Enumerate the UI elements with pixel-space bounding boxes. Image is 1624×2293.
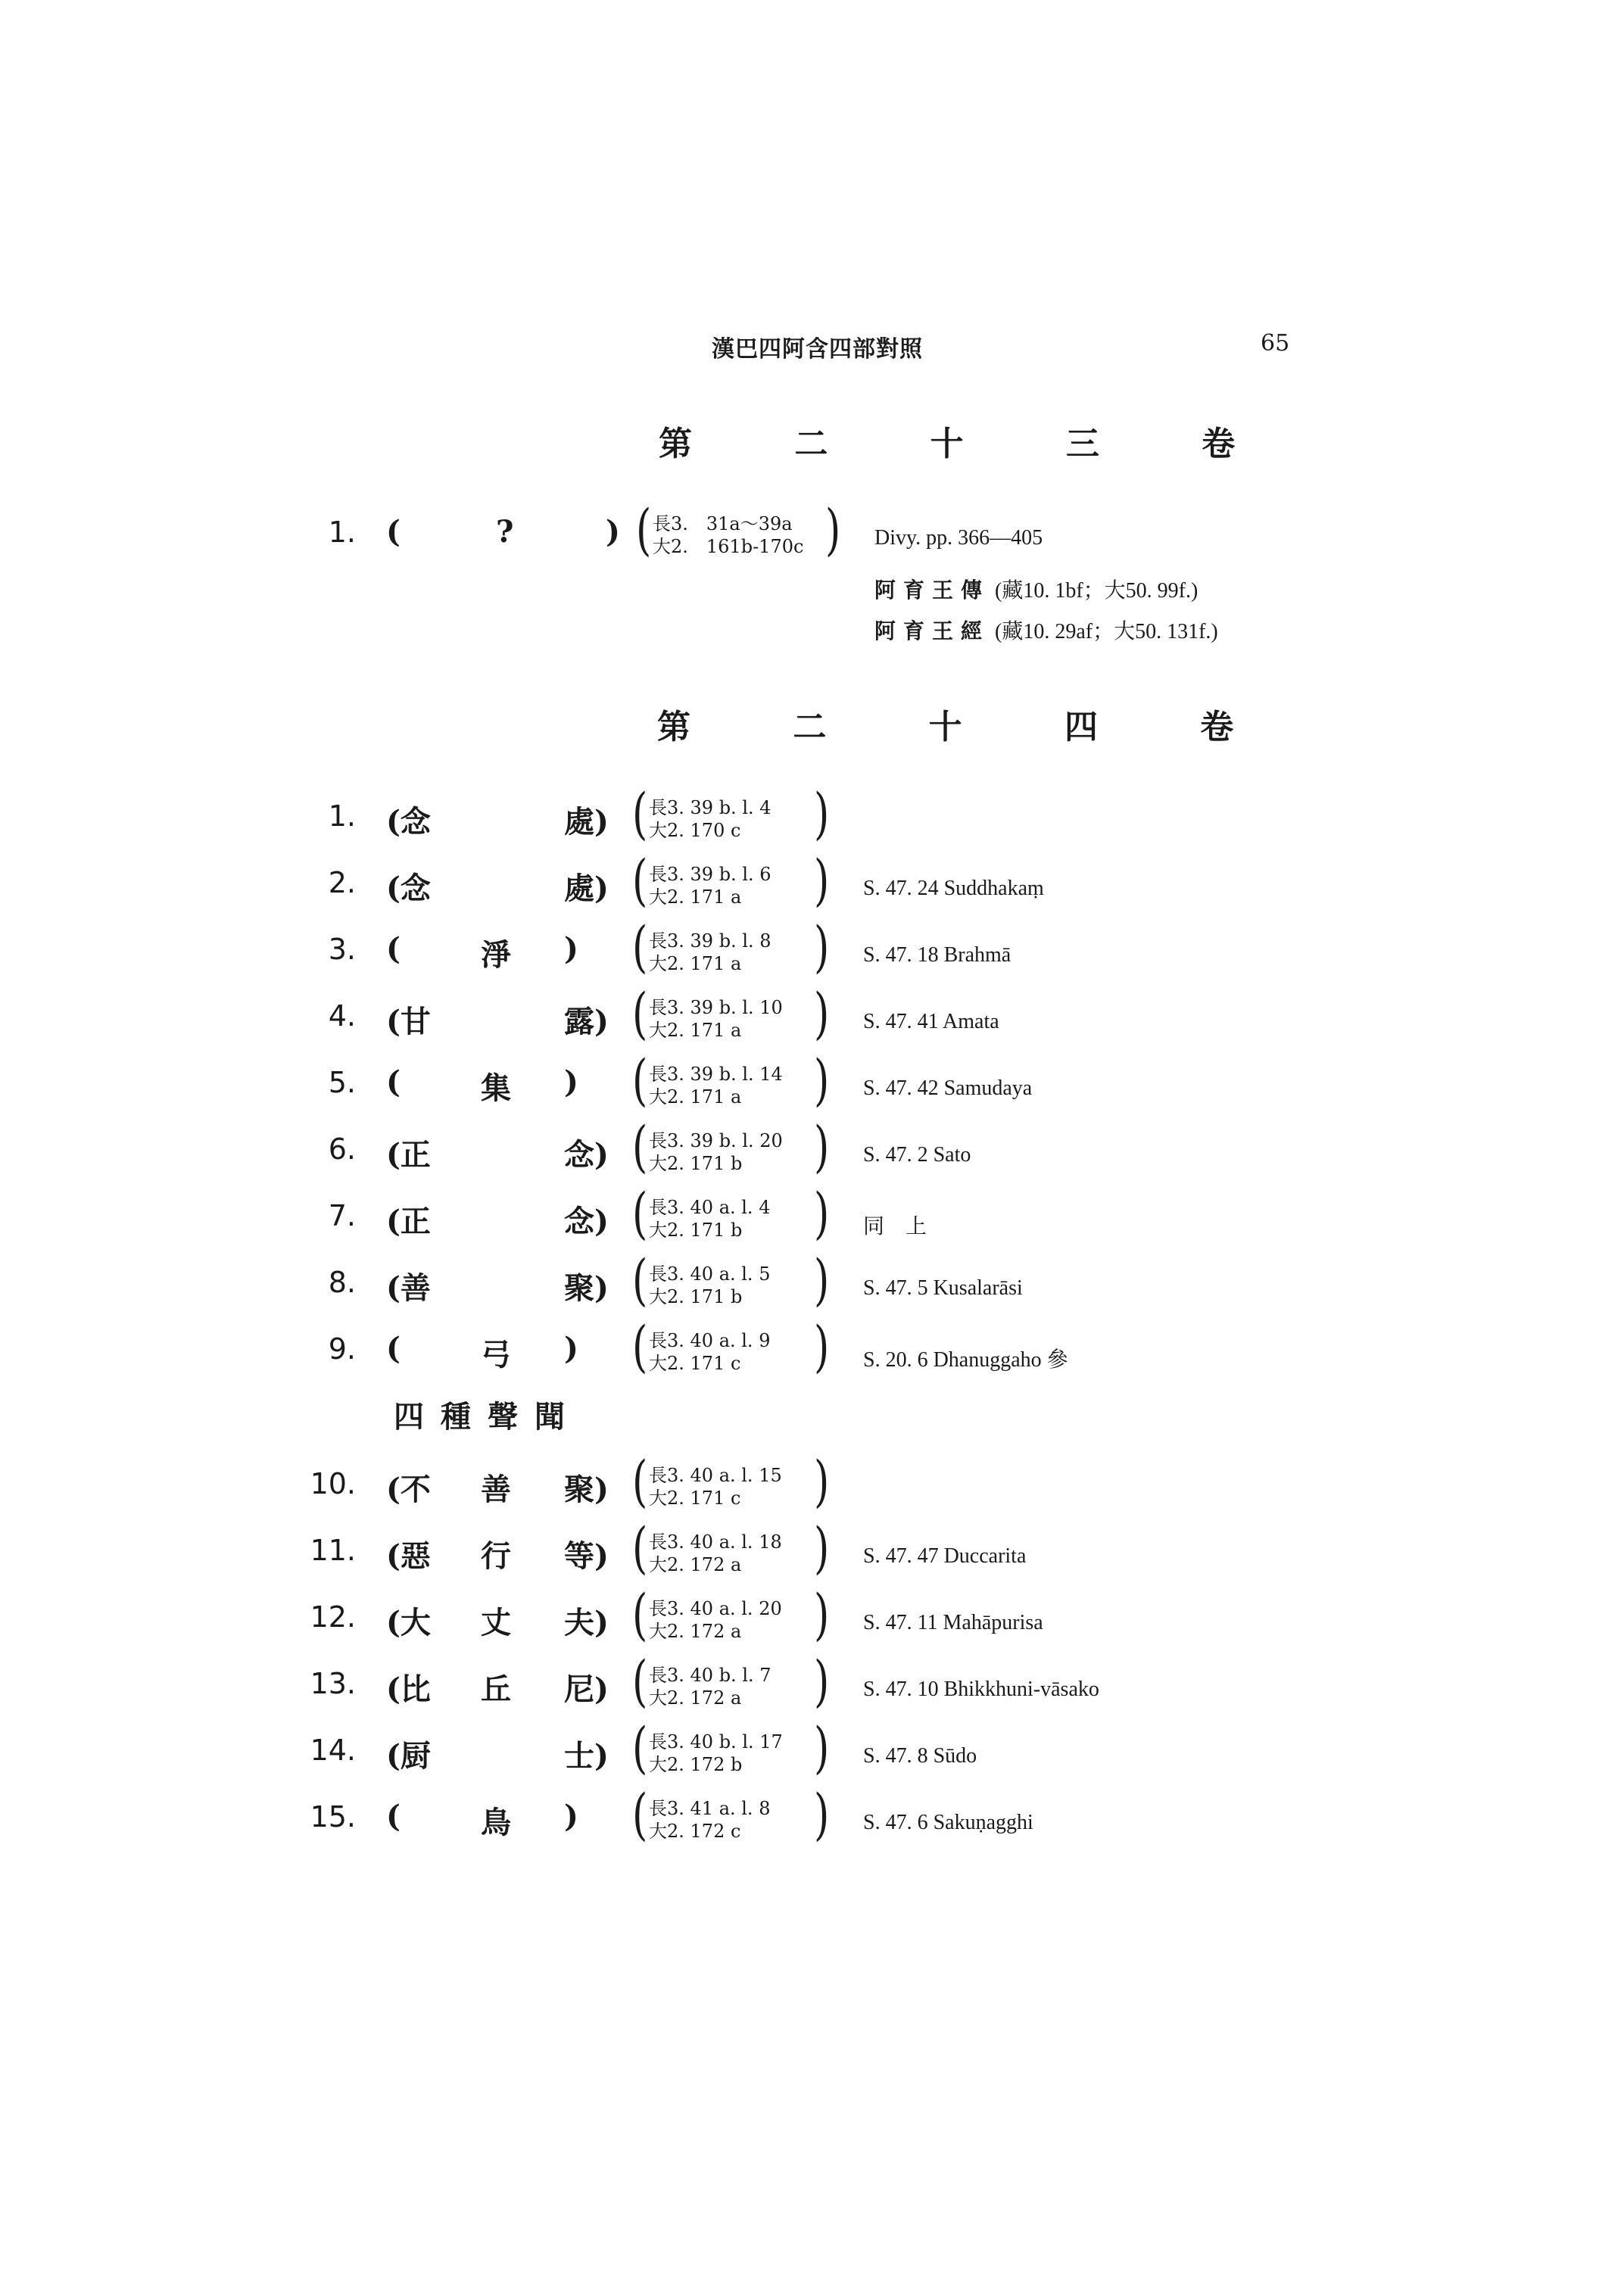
pali-parallel: S. 47. 47 Duccarita — [863, 1544, 1027, 1568]
title-char: ? — [496, 514, 514, 550]
source-refs — [649, 930, 771, 975]
ref-brace-right: ) — [814, 1650, 830, 1714]
taisho-ref: 大2. 172 b — [649, 1754, 743, 1775]
source-refs — [649, 1531, 782, 1576]
source-refs — [649, 796, 771, 842]
entry-24-2 — [0, 849, 1624, 919]
title-char-3: 念) — [564, 1137, 609, 1173]
taisho-ref: 大2. 171 a — [649, 886, 742, 908]
entry-24-11 — [0, 1517, 1624, 1587]
title-char-2: 丈 — [481, 1605, 511, 1640]
ref-brace-right: ) — [814, 1717, 830, 1781]
ref-brace-right: ) — [814, 1249, 830, 1313]
entry-23-1 — [0, 499, 1624, 569]
entry-24-13 — [0, 1650, 1624, 1720]
source-refs — [649, 1797, 770, 1843]
entry-number: 3. — [328, 933, 356, 966]
entry-number: 11. — [310, 1534, 356, 1567]
dirgha-ref: 長3. 40 b. l. 17 — [649, 1731, 783, 1752]
title-char-2: 行 — [481, 1538, 511, 1574]
source-refs — [649, 1196, 770, 1242]
ref-brace-right: ) — [814, 1182, 830, 1246]
entry-24-14 — [0, 1717, 1624, 1787]
title-char-2: 集 — [481, 1070, 511, 1106]
title-char-3: 聚) — [564, 1472, 609, 1507]
ref-brace-right: ) — [814, 1116, 830, 1179]
ref-brace-right: ) — [825, 499, 841, 562]
extra-parallel-ref: (藏10. 1bf；大50. 99f.) — [995, 579, 1199, 603]
title-char-3: ) — [564, 931, 578, 967]
taisho-ref: 大2. 171 b — [649, 1153, 743, 1174]
entry-number: 9. — [328, 1332, 356, 1366]
source-refs — [649, 1263, 770, 1308]
entry-number: 1. — [328, 516, 356, 549]
taisho-ref: 大2. 172 c — [649, 1821, 741, 1842]
source-refs — [649, 1129, 783, 1175]
title-char-3: 念) — [564, 1204, 609, 1239]
pali-parallel: S. 47. 10 Bhikkhuni-vāsako — [863, 1678, 1099, 1701]
ref-brace-left: ( — [632, 783, 648, 846]
taisho-ref: 大2. 171 b — [649, 1220, 743, 1241]
ref-brace-left: ( — [632, 1316, 648, 1379]
dirgha-ref: 長3. 40 a. l. 15 — [649, 1465, 782, 1486]
ref-brace-right: ) — [814, 1316, 830, 1379]
entry-number: 2. — [328, 866, 356, 899]
taisho-ref: 大2. 171 a — [649, 1020, 742, 1041]
dirgha-ref: 長3. 40 a. l. 20 — [649, 1598, 782, 1619]
pali-parallel: S. 47. 5 Kusalarāsi — [863, 1276, 1023, 1300]
ref-brace-left: ( — [632, 1182, 648, 1246]
ref-brace-right: ) — [814, 1517, 830, 1581]
title-char-2: 鳥 — [481, 1805, 511, 1840]
title-char-3: 等) — [564, 1538, 609, 1574]
entry-number: 15. — [310, 1800, 356, 1833]
pali-parallel: S. 47. 18 Brahmā — [863, 943, 1011, 967]
ref-brace-left: ( — [636, 499, 652, 562]
pali-parallel: S. 20. 6 Dhanuggaho 參 — [863, 1348, 1068, 1372]
title-char-1: (正 — [386, 1204, 431, 1239]
source-refs — [653, 512, 803, 558]
taisho-ref: 大2. 171 c — [649, 1353, 741, 1374]
page-number: 65 — [1261, 330, 1290, 357]
title-char-3: ) — [564, 1064, 578, 1100]
title-char-1: ( — [386, 931, 401, 967]
entry-24-7 — [0, 1182, 1624, 1252]
title-char-3: 處) — [564, 871, 609, 906]
entry-24-6 — [0, 1116, 1624, 1185]
dirgha-ref: 長3. 31a～39a — [653, 513, 793, 534]
entry-number: 13. — [310, 1667, 356, 1700]
title-char-1: (厨 — [386, 1738, 431, 1774]
title-char-3: 聚) — [564, 1270, 609, 1306]
dirgha-ref: 長3. 39 b. l. 20 — [649, 1130, 783, 1151]
dirgha-ref: 長3. 40 b. l. 7 — [649, 1665, 771, 1686]
ref-brace-right: ) — [814, 1450, 830, 1514]
taisho-ref: 大2. 172 a — [649, 1687, 742, 1709]
pali-parallel: Divy. pp. 366―405 — [874, 526, 1043, 550]
entry-24-1 — [0, 783, 1624, 852]
entry-number: 8. — [328, 1266, 356, 1299]
entry-24-12 — [0, 1584, 1624, 1653]
taisho-ref: 大2. 171 a — [649, 1086, 742, 1108]
ref-brace-left: ( — [632, 1717, 648, 1781]
dirgha-ref: 長3. 40 a. l. 9 — [649, 1330, 771, 1351]
taisho-ref: 大2. 172 a — [649, 1621, 742, 1642]
entry-number: 1. — [328, 799, 356, 833]
ref-brace-right: ) — [814, 1784, 830, 1847]
ref-brace-right: ) — [814, 849, 830, 913]
title-char-3: ) — [564, 1331, 578, 1366]
title-char-3: 露) — [564, 1004, 609, 1039]
ref-brace-left: ( — [632, 849, 648, 913]
title-char-1: (惡 — [386, 1538, 431, 1574]
pali-parallel: S. 47. 6 Sakuṇagghi — [863, 1811, 1033, 1834]
taisho-ref: 大2. 171 c — [649, 1488, 741, 1509]
title-char-1: (不 — [386, 1472, 431, 1507]
pali-parallel: S. 47. 24 Suddhakaṃ — [863, 877, 1044, 900]
source-refs — [649, 996, 783, 1042]
entry-24-4 — [0, 983, 1624, 1052]
dirgha-ref: 長3. 39 b. l. 4 — [649, 797, 771, 818]
dirgha-ref: 長3. 40 a. l. 5 — [649, 1263, 771, 1285]
entry-number: 5. — [328, 1066, 356, 1099]
extra-parallel-2 — [874, 615, 1218, 645]
source-refs — [649, 863, 771, 908]
entry-24-15 — [0, 1784, 1624, 1853]
source-refs — [649, 1464, 782, 1509]
ref-brace-left: ( — [632, 916, 648, 980]
title-char-2: 善 — [481, 1472, 511, 1507]
open-paren: ( — [386, 514, 401, 550]
title-char-2: 弓 — [481, 1337, 511, 1372]
source-refs — [649, 1597, 782, 1643]
entry-number: 7. — [328, 1199, 356, 1232]
pali-parallel: S. 47. 41 Amata — [863, 1010, 999, 1033]
extra-parallel-1 — [874, 574, 1198, 604]
ref-brace-left: ( — [632, 983, 648, 1046]
pali-parallel: 同 上 — [863, 1215, 927, 1238]
title-char-3: 處) — [564, 804, 609, 840]
dirgha-ref: 長3. 40 a. l. 4 — [649, 1197, 771, 1218]
pali-parallel: S. 47. 2 Sato — [863, 1143, 971, 1167]
ref-brace-right: ) — [814, 1584, 830, 1647]
ref-brace-left: ( — [632, 1049, 648, 1113]
title-char-3: ) — [564, 1799, 578, 1834]
title-char-1: (甘 — [386, 1004, 431, 1039]
pali-parallel: S. 47. 8 Sūdo — [863, 1744, 977, 1768]
volume-heading-24: 第 二 十 四 卷 — [657, 708, 1280, 746]
ref-brace-right: ) — [814, 1049, 830, 1113]
source-refs — [649, 1063, 783, 1108]
extra-parallel-title: 阿育王經 — [874, 618, 990, 643]
title-char-2: 淨 — [481, 937, 511, 973]
title-char-1: (念 — [386, 804, 431, 840]
title-char-3: 夫) — [564, 1605, 609, 1640]
title-char-1: (念 — [386, 871, 431, 906]
pali-parallel: S. 47. 42 Samudaya — [863, 1076, 1033, 1100]
entry-24-3 — [0, 916, 1624, 986]
ref-brace-left: ( — [632, 1116, 648, 1179]
entry-number: 6. — [328, 1132, 356, 1166]
volume-heading-23: 第 二 十 三 卷 — [659, 425, 1281, 463]
entry-24-10 — [0, 1450, 1624, 1520]
extra-parallel-title: 阿育王傳 — [874, 578, 990, 603]
entry-24-9 — [0, 1316, 1624, 1385]
dirgha-ref: 長3. 40 a. l. 18 — [649, 1531, 782, 1553]
title-char-3: 尼) — [564, 1671, 609, 1707]
ref-brace-left: ( — [632, 1249, 648, 1313]
dirgha-ref: 長3. 39 b. l. 10 — [649, 997, 783, 1018]
pali-parallel: S. 47. 11 Mahāpurisa — [863, 1611, 1043, 1634]
title-char-1: (正 — [386, 1137, 431, 1173]
taisho-ref: 大2. 171 a — [649, 953, 742, 974]
source-refs — [649, 1329, 770, 1375]
ref-brace-left: ( — [632, 1784, 648, 1847]
title-char-1: ( — [386, 1064, 401, 1100]
ref-brace-left: ( — [632, 1650, 648, 1714]
close-paren: ) — [606, 514, 620, 550]
entry-24-5 — [0, 1049, 1624, 1119]
ref-brace-left: ( — [632, 1517, 648, 1581]
section-subheading: 四種聲聞 — [394, 1399, 581, 1435]
source-refs — [649, 1664, 771, 1709]
taisho-ref: 大2. 171 b — [649, 1286, 743, 1307]
ref-brace-right: ) — [814, 983, 830, 1046]
taisho-ref: 大2. 172 a — [649, 1554, 742, 1575]
running-title: 漢巴四阿含四部對照 — [712, 336, 923, 363]
ref-brace-left: ( — [632, 1450, 648, 1514]
title-char-1: ( — [386, 1331, 401, 1366]
entry-number: 12. — [310, 1600, 356, 1634]
source-refs — [649, 1731, 783, 1776]
dirgha-ref: 長3. 39 b. l. 6 — [649, 864, 771, 885]
ref-brace-right: ) — [814, 916, 830, 980]
dirgha-ref: 長3. 39 b. l. 14 — [649, 1064, 783, 1085]
title-char-2: 丘 — [481, 1671, 511, 1707]
entry-number: 10. — [310, 1467, 356, 1500]
title-char-1: ( — [386, 1799, 401, 1834]
entry-number: 14. — [310, 1734, 356, 1767]
taisho-ref: 大2. 170 c — [649, 820, 741, 841]
title-char-1: (善 — [386, 1270, 431, 1306]
title-char-1: (比 — [386, 1671, 431, 1707]
title-char-1: (大 — [386, 1605, 431, 1640]
title-char-3: 士) — [564, 1738, 609, 1774]
taisho-ref: 大2. 161b-170c — [653, 536, 804, 557]
extra-parallel-ref: (藏10. 29af；大50. 131f.) — [995, 620, 1218, 643]
entry-number: 4. — [328, 999, 356, 1033]
entry-24-8 — [0, 1249, 1624, 1319]
dirgha-ref: 長3. 41 a. l. 8 — [649, 1798, 771, 1819]
dirgha-ref: 長3. 39 b. l. 8 — [649, 930, 771, 952]
ref-brace-right: ) — [814, 783, 830, 846]
ref-brace-left: ( — [632, 1584, 648, 1647]
